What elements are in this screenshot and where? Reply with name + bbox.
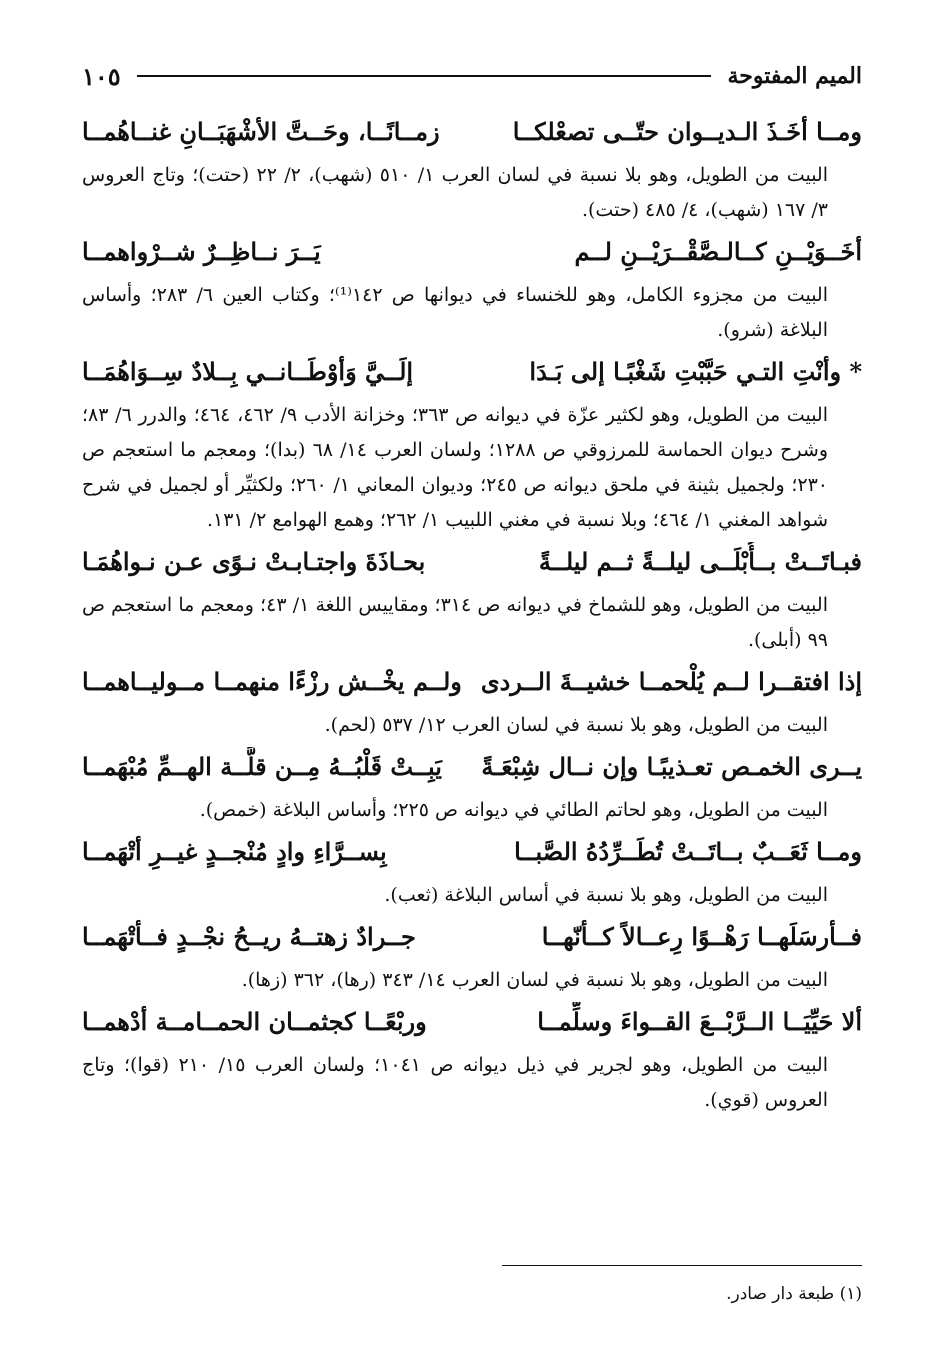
source-note: البيت من الطويل، وهو بلا نسبة في لسان العرب ١٢/ ٥٣٧ (لحم). <box>324 714 828 736</box>
verse-entry <box>82 662 862 743</box>
second-hemistich: بحـاذَةَ واجتـابـتْ نـوًى عـن نـواهُمَـا <box>82 547 426 576</box>
second-hemistich: بِســرَّاءِ وادٍ مُنْجــدٍ غيــرِ أتْهَمــا <box>82 837 387 866</box>
source-note: البيت من الطويل، وهو لحاتم الطائي في ديوانه ص ٢٢٥؛ وأساس البلاغة (خمص). <box>199 799 828 821</box>
verse-line <box>82 232 862 276</box>
source-note: البيت من الطويل، وهو للشماخ في ديوانه ص ٣١٤؛ ومقاييس اللغة ١/ ٤٣؛ ومعجم ما استعجم ص ٩٩ (أبلى). <box>82 594 828 651</box>
second-hemistich: يَــرَ نــاظِــرٌ شــرْواهمــا <box>82 237 321 266</box>
source-note: البيت من مجزوء الكامل، وهو للخنساء في ديوانها ص ١٤٢⁽¹⁾؛ وكتاب العين ٦/ ٢٨٣؛ وأساس البلاغة (شرو). <box>82 284 828 341</box>
verse-line <box>82 832 862 876</box>
second-hemistich: جــرادٌ زهتــهُ ريــحُ نجْــدٍ فــأتْهَمــا <box>82 922 416 951</box>
source-note: البيت من الطويل، وهو لجرير في ذيل ديوانه ص ١٠٤١؛ ولسان العرب ١٥/ ٢١٠ (قوا)؛ وتاج العروس (قوي). <box>82 1054 828 1111</box>
first-hemistich: ومــا ثَعَــبٌ بــاتَــتْ تُطَــرِّدُهُ الصَّبــا <box>514 837 862 866</box>
source-note: البيت من الطويل، وهو بلا نسبة في أساس البلاغة (ثعب). <box>384 884 828 906</box>
second-hemistich: زمــانًــا، وحَــتَّ الأشْهَبَــانِ غنــاهُمــا <box>82 117 440 146</box>
verse-entry <box>82 747 862 828</box>
first-hemistich: ومــا أخَـذَ الـديــوان حتّــى تصعْلكــا <box>512 117 862 146</box>
first-hemistich: إذا افتقــرا لــم يُلْحمــا خشيــةَ الــردى <box>480 667 862 696</box>
verse-line <box>82 542 862 586</box>
footnote-rule <box>502 1265 862 1266</box>
verse-line <box>82 917 862 961</box>
first-hemistich: أخَــوَيْــنِ كــالـصَّقْــرَيْــنِ لــم <box>574 237 862 266</box>
source-note: البيت من الطويل، وهو لكثير عزّة في ديوانه ص ٣٦٣؛ وخزانة الأدب ٩/ ٤٦٢، ٤٦٤؛ والدرر ٦/ ٨٣؛ وشرح ديوان الحماسة للمرزوقي ص ١٢٨٨؛ ولسان العرب ١٤/ ٦٨ (بدا)؛ ومعجم ما استعجم ص ٢٣٠؛ ولجميل بثينة في ملحق ديوانه ص ٢٤٥؛ وديوان المعاني ١/ ٢٦٠؛ ولكثيِّر أو لجميل في شرح شواهد المغني ١/ ٤٦٤؛ وبلا نسبة في مغني اللبيب ١/ ٢٦٢؛ وهمع الهوامع ٢/ ١٣١. <box>82 404 828 531</box>
page-content <box>82 108 862 1122</box>
footnote: (١) طبعة دار صادر. <box>726 1284 862 1304</box>
verse-entry <box>82 1002 862 1118</box>
second-hemistich: ولــم يخْــش رزْءًا منهمــا مــوليــاهمــا <box>82 667 462 696</box>
verse-entry <box>82 352 862 538</box>
verse-line <box>82 1002 862 1046</box>
verse-entry <box>82 232 862 348</box>
second-hemistich: إلَــيَّ وَأوْطَــانــي بِــلادٌ سِــوَاهُمَــا <box>82 357 414 386</box>
verse-line <box>82 747 862 791</box>
second-hemistich: يَبِــتْ قَلْبُــهُ مِــن قلَّــة الهــمِّ مُبْهَمــا <box>82 752 442 781</box>
verse-entry <box>82 832 862 913</box>
page-number: ١٠٥ <box>82 61 121 91</box>
first-hemistich: فبـاتَــتْ بــأُبْلَــى ليلــةً ثــم ليلــةً <box>538 547 862 576</box>
verse-entry <box>82 112 862 228</box>
verse-entry <box>82 542 862 658</box>
first-hemistich: يــرى الخمـص تعـذيبًـا وإن نــال شِبْعَـةً <box>481 752 862 781</box>
verse-line <box>82 352 862 396</box>
verse-entry <box>82 917 862 998</box>
first-hemistich: فــأرسَلَهــا رَهْــوًا رِعــالاً كــأنّهــا <box>541 922 862 951</box>
verse-line <box>82 112 862 156</box>
header-rule <box>137 75 712 77</box>
first-hemistich: ألا حَيِّيَــا الــرَّبْــعَ القــواءَ وسلِّمــا <box>537 1007 862 1036</box>
second-hemistich: وربْعًــا كجثمــان الحمــامــة أدْهمــا <box>82 1007 427 1036</box>
source-note: البيت من الطويل، وهو بلا نسبة في لسان العرب ١٤/ ٣٤٣ (رها)، ٣٦٢ (زها). <box>241 969 828 991</box>
source-note: البيت من الطويل، وهو بلا نسبة في لسان العرب ١/ ٥١٠ (شهب)، ٢/ ٢٢ (حتت)؛ وتاج العروس ٣/ ١٦٧ (شهب)، ٤/ ٤٨٥ (حتت). <box>82 164 828 221</box>
running-title: الميم المفتوحة <box>727 63 862 89</box>
verse-line <box>82 662 862 706</box>
first-hemistich: * وأنْتِ التـي حَبَّبْتِ شَغْبًـا إلى بَـدَا <box>529 357 862 386</box>
page-header <box>82 58 862 94</box>
